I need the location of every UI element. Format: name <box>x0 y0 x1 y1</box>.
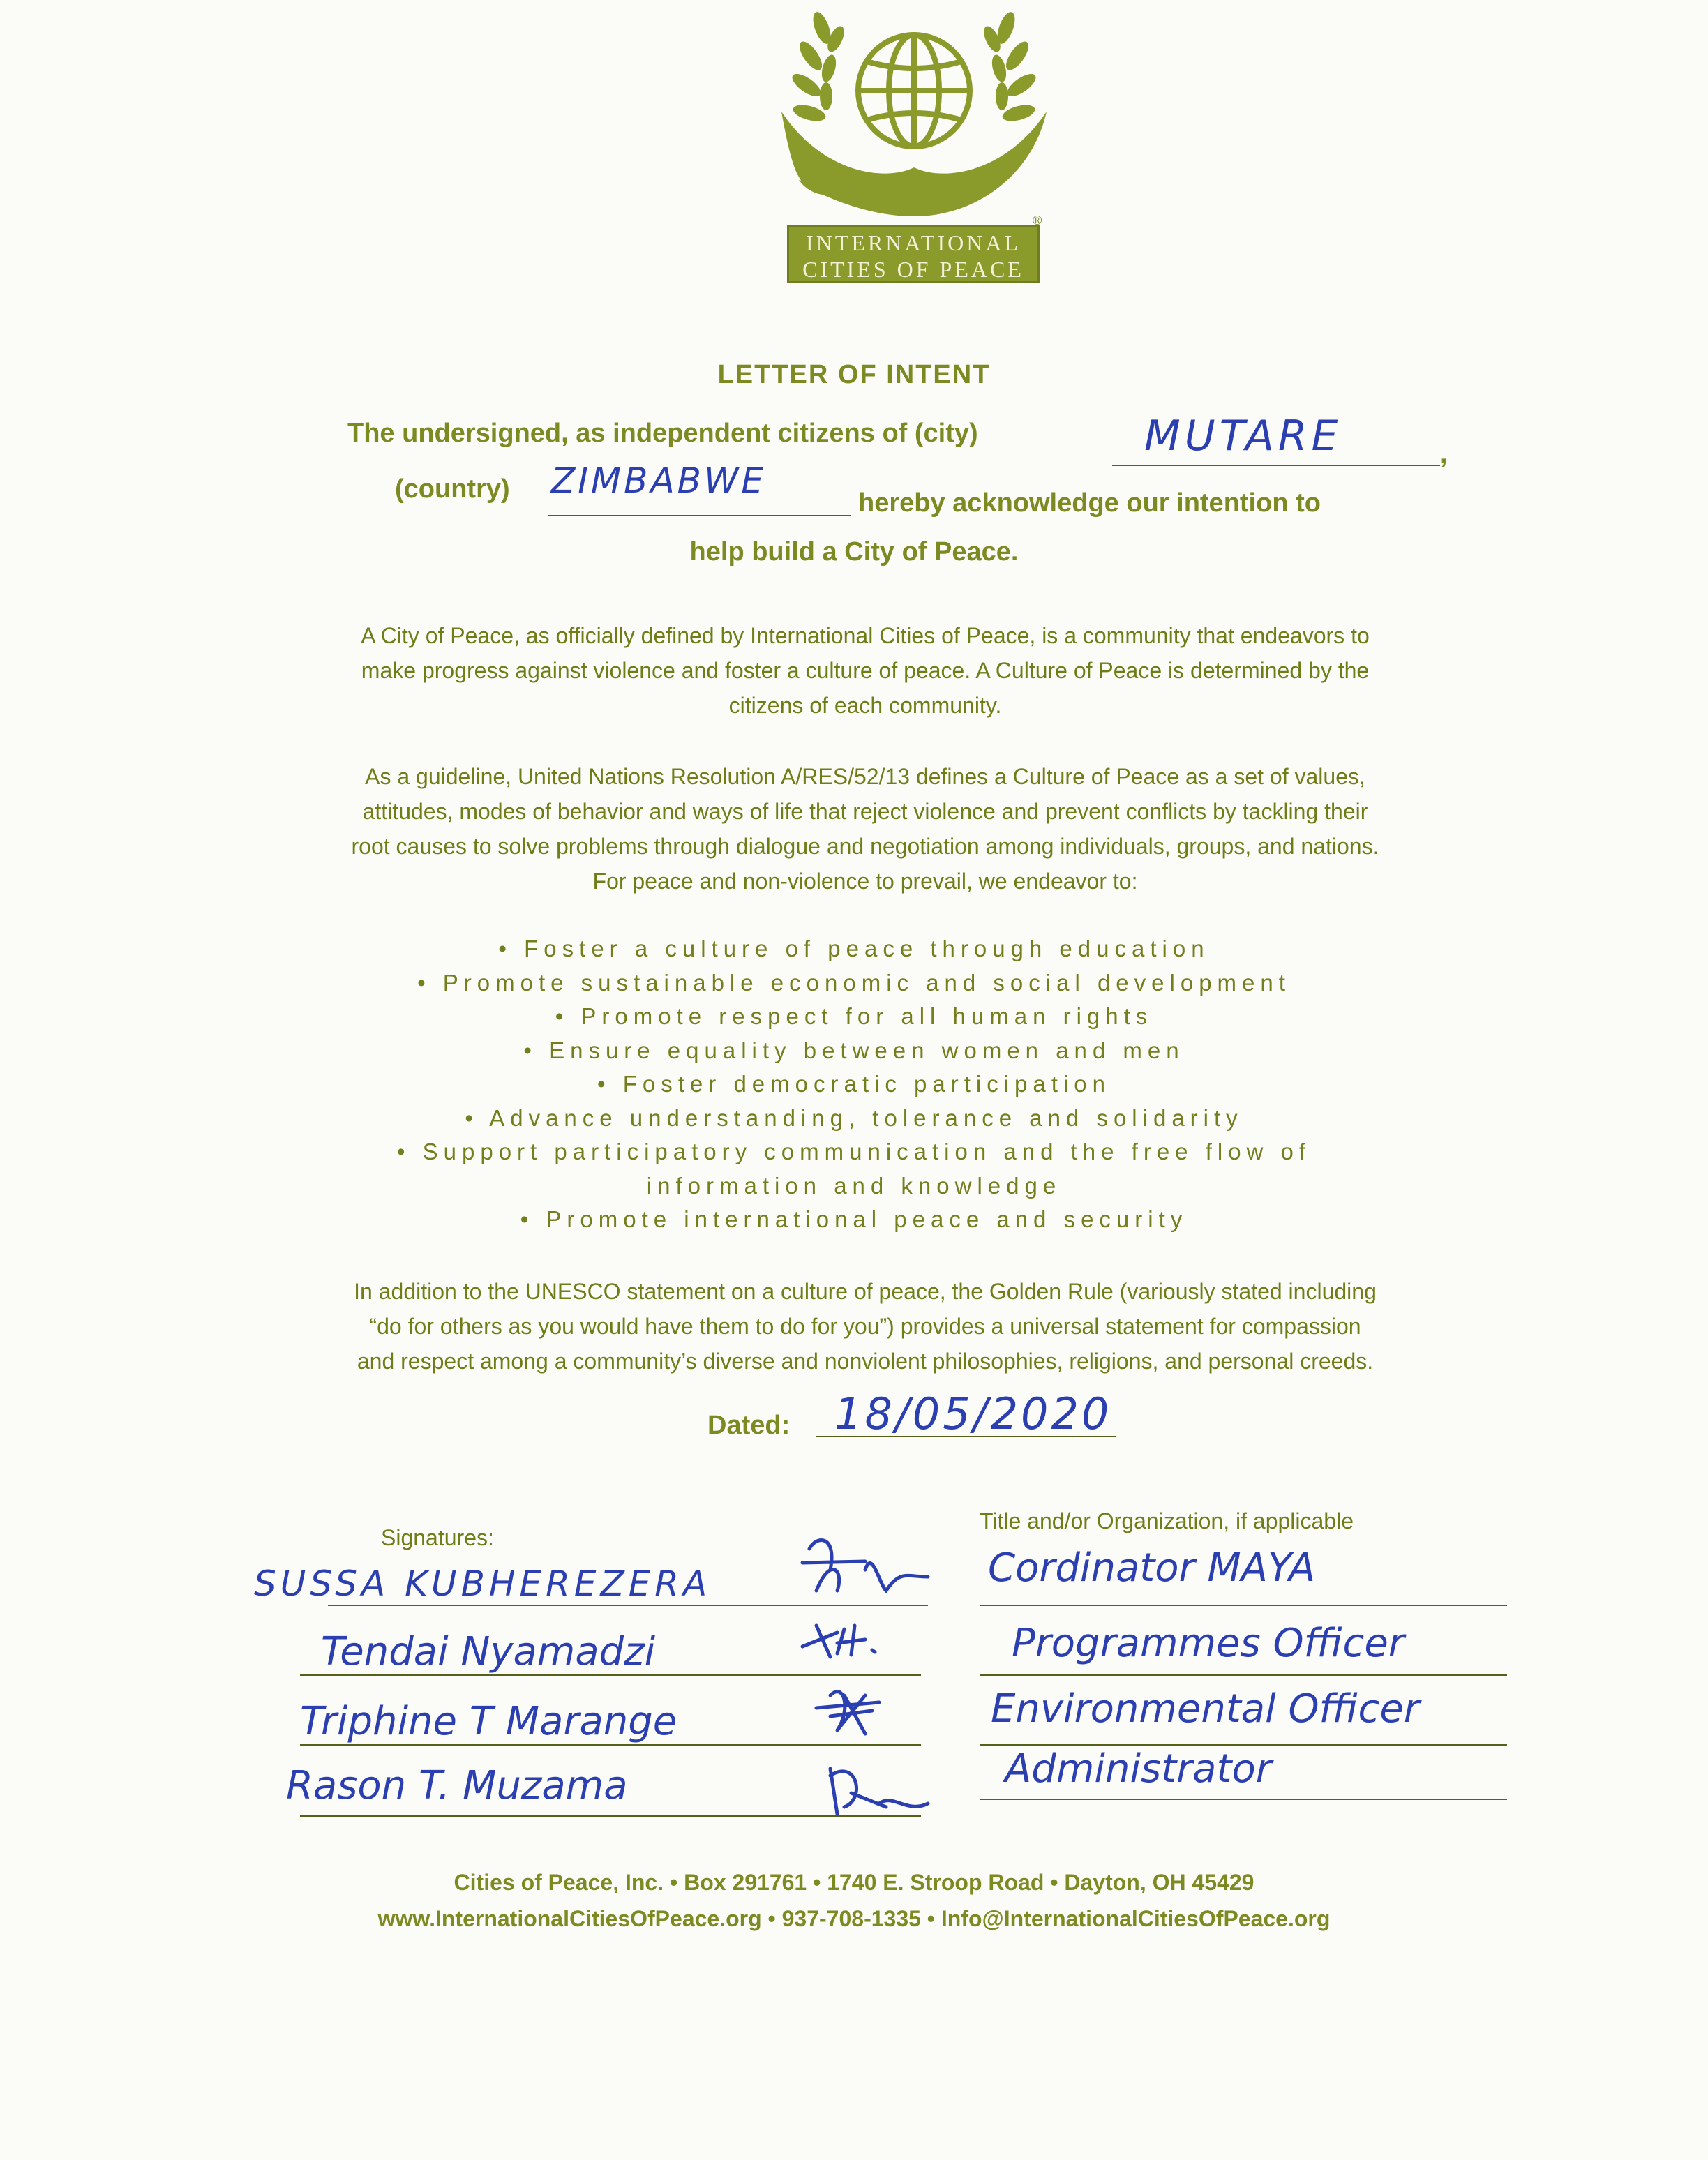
signatory-title: Cordinator MAYA <box>988 1545 1316 1591</box>
intro-line-3: help build a City of Peace. <box>689 537 1019 567</box>
signatures-header: Signatures: <box>381 1525 494 1550</box>
endeavor-list <box>209 932 1499 1237</box>
list-item: information and knowledge <box>646 1172 1062 1199</box>
footer-contact: www.InternationalCitiesOfPeace.org • 937-708-1335 • Info@InternationalCitiesOfPeace.org <box>377 1906 1331 1931</box>
signatory-title: Administrator <box>1005 1746 1272 1792</box>
signatory-title: Environmental Officer <box>991 1686 1420 1732</box>
country-field: ZIMBABWE <box>551 460 766 501</box>
title-line <box>980 1605 1507 1606</box>
paragraph-2-line-3: root causes to solve problems through dialogue and negotiation among individuals, groups, and nations. <box>351 834 1379 859</box>
title-line <box>980 1674 1507 1676</box>
paragraph-2-line-4: For peace and non-violence to prevail, we endeavor to: <box>592 869 1138 894</box>
paragraph-2 <box>209 759 1521 899</box>
list-item: • Promote international peace and security <box>520 1206 1188 1232</box>
country-label: (country) <box>395 474 510 504</box>
list-item: • Promote sustainable economic and social development <box>417 969 1291 996</box>
paragraph-2-line-2: attitudes, modes of behavior and ways of life that reject violence and prevent conflicts by tackling their <box>362 799 1368 824</box>
signatory-title: Programmes Officer <box>1012 1621 1404 1666</box>
list-item: • Promote respect for all human rights <box>555 1003 1153 1029</box>
dated-field: 18/05/2020 <box>834 1388 1112 1439</box>
title-line <box>980 1799 1507 1800</box>
logo-line-1: INTERNATIONAL <box>806 230 1021 255</box>
paragraph-1-line-3: citizens of each community. <box>728 693 1002 718</box>
signatory-name: SUSSA KUBHEREZERA <box>254 1563 712 1604</box>
paragraph-1-line-1: A City of Peace, as officially defined by International Cities of Peace, is a community that endeavors to <box>361 623 1370 648</box>
paragraph-3-line-1: In addition to the UNESCO statement on a culture of peace, the Golden Rule (variously stated including <box>354 1279 1377 1304</box>
list-item: • Support participatory communication and the free flow of <box>396 1139 1312 1164</box>
signatory-name: Tendai Nyamadzi <box>321 1629 656 1674</box>
list-item: • Advance understanding, tolerance and solidarity <box>465 1104 1243 1131</box>
city-field: MUTARE <box>1144 412 1342 460</box>
registered-mark: ® <box>1033 213 1042 227</box>
footer-address: Cities of Peace, Inc. • Box 291761 • 1740 E. Stroop Road • Dayton, OH 45429 <box>454 1870 1254 1895</box>
signatory-name: Triphine T Marange <box>300 1699 677 1744</box>
list-item: • Foster democratic participation <box>597 1071 1111 1097</box>
signatory-name: Rason T. Muzama <box>286 1763 628 1808</box>
list-item: • Foster a culture of peace through education <box>498 936 1210 961</box>
logo-line-2: CITIES OF PEACE <box>802 257 1024 282</box>
city-underline <box>1112 465 1440 466</box>
intro-line-1: The undersigned, as independent citizens of (city) <box>347 419 978 448</box>
paragraph-1 <box>209 618 1521 723</box>
paragraph-3 <box>209 1274 1521 1379</box>
paragraph-3-line-3: and respect among a community’s diverse and nonviolent philosophies, religions, and personal creeds. <box>357 1349 1374 1374</box>
paragraph-2-line-1: As a guideline, United Nations Resolution A/RES/52/13 defines a Culture of Peace as a set of values, <box>365 764 1365 789</box>
paragraph-1-line-2: make progress against violence and foster a culture of peace. A Culture of Peace is determined by the <box>361 658 1370 683</box>
paragraph-3-line-2: “do for others as you would have them to do for you”) provides a universal statement for compassion <box>369 1314 1361 1339</box>
list-item: • Ensure equality between women and men <box>523 1037 1185 1063</box>
country-underline <box>548 515 851 516</box>
letter-title: LETTER OF INTENT <box>717 360 991 389</box>
intro-comma: , <box>1440 440 1448 469</box>
logo-label <box>787 225 1040 283</box>
dated-label: Dated: <box>707 1411 791 1440</box>
title-line <box>980 1744 1507 1746</box>
handwritten-signatures <box>788 1528 956 1835</box>
title-organization-header: Title and/or Organization, if applicable <box>980 1508 1354 1533</box>
intro-line-2: hereby acknowledge our intention to <box>858 488 1321 518</box>
